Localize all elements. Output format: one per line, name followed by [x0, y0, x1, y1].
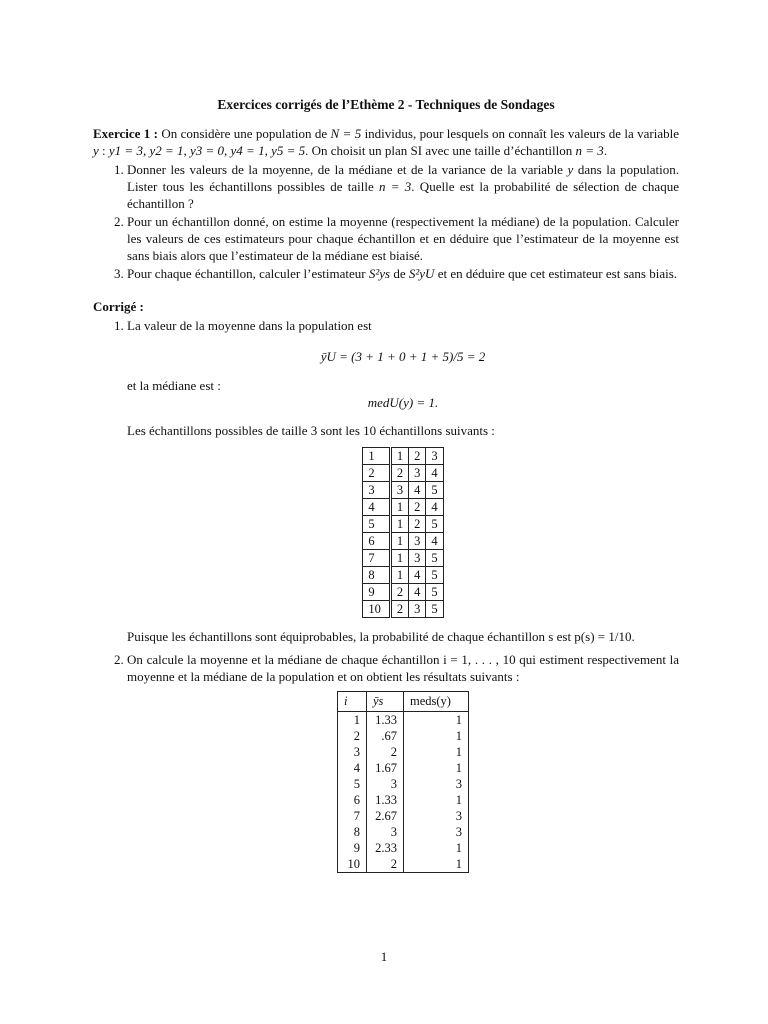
sample-unit-cell: 1	[390, 533, 408, 550]
sample-unit-cell: 1	[390, 567, 408, 584]
table-row	[338, 728, 469, 744]
column-header: ȳs	[367, 692, 404, 712]
mean-estimate-cell: 1.33	[367, 792, 404, 808]
table-row	[363, 567, 443, 584]
intro-text-5: .	[603, 143, 608, 158]
sample-unit-cell: 2	[409, 448, 426, 465]
q3-text-c: et en déduire que cet estimateur est sans biais.	[434, 266, 678, 281]
mean-estimate-cell: 2.33	[367, 840, 404, 856]
q3-text-b: de	[390, 266, 409, 281]
index-cell: 10	[338, 856, 367, 873]
intro-math-3: y1 = 3, y2 = 1, y3 = 0, y4 = 1, y5 = 5	[108, 143, 306, 158]
sample-unit-cell: 1	[390, 516, 408, 533]
sample-unit-cell: 5	[426, 550, 443, 567]
sample-unit-cell: 4	[426, 499, 443, 516]
sample-unit-cell: 2	[409, 499, 426, 516]
sample-unit-cell: 2	[390, 584, 408, 601]
intro-text-1: On considère une population de	[157, 126, 331, 141]
intro-math-1: N = 5	[330, 126, 362, 141]
sample-unit-cell: 3	[409, 533, 426, 550]
samples-table	[362, 447, 443, 618]
question-list	[93, 161, 679, 282]
sample-unit-cell: 2	[409, 516, 426, 533]
sample-unit-cell: 1	[390, 550, 408, 567]
sample-unit-cell: 5	[426, 516, 443, 533]
sample-index-cell: 6	[363, 533, 391, 550]
sample-index-cell: 3	[363, 482, 391, 499]
sample-unit-cell: 3	[409, 550, 426, 567]
column-header: i	[338, 692, 367, 712]
table-row	[338, 712, 469, 729]
sample-unit-cell: 3	[409, 465, 426, 482]
index-cell: 7	[338, 808, 367, 824]
table-row	[363, 499, 443, 516]
index-cell: 8	[338, 824, 367, 840]
sample-unit-cell: 5	[426, 567, 443, 584]
index-cell: 4	[338, 760, 367, 776]
exercise-label: Exercice 1 :	[93, 126, 158, 141]
mean-estimate-cell: 1.33	[367, 712, 404, 729]
mean-estimate-cell: .67	[367, 728, 404, 744]
exercise-intro	[93, 125, 679, 159]
median-estimate-cell: 3	[404, 824, 469, 840]
index-cell: 5	[338, 776, 367, 792]
intro-text-2: individus, pour lesquels on connaît les valeurs de la variable	[361, 126, 679, 141]
q1-math-2: n = 3	[379, 179, 412, 194]
question-1	[127, 161, 679, 212]
samples-intro: Les échantillons possibles de taille 3 sont les 10 échantillons suivants :	[127, 423, 495, 438]
median-estimate-cell: 1	[404, 856, 469, 873]
table-row	[363, 482, 443, 499]
question-2: 2. Pour un échantillon donné, on estime la moyenne (respectivement la médiane) de la population. Calculer les valeurs de ces estimateurs pour chaque échantillon et en déduire que l’estimateur de la moyenne est sans biais alors que l’estimateur de la médiane est biaisé.	[127, 213, 679, 264]
answer-2	[127, 651, 679, 873]
document-page	[93, 96, 679, 874]
sample-unit-cell: 4	[409, 584, 426, 601]
question-3	[127, 265, 679, 282]
sample-index-cell: 2	[363, 465, 391, 482]
sample-unit-cell: 2	[390, 465, 408, 482]
mean-estimate-cell: 1.67	[367, 760, 404, 776]
mean-estimate-cell: 2	[367, 744, 404, 760]
median-estimate-cell: 1	[404, 760, 469, 776]
corrige-label: Corrigé :	[93, 299, 144, 314]
sample-unit-cell: 3	[390, 482, 408, 499]
table-row	[363, 601, 443, 618]
median-estimate-cell: 1	[404, 792, 469, 808]
sample-index-cell: 1	[363, 448, 391, 465]
page-number: 1	[380, 949, 388, 964]
sample-unit-cell: 4	[426, 465, 443, 482]
column-header: meds(y)	[404, 692, 469, 712]
sample-unit-cell: 5	[426, 482, 443, 499]
sample-unit-cell: 5	[426, 584, 443, 601]
probability-text: Puisque les échantillons sont équiprobables, la probabilité de chaque échantillon s est p(s) = 1/10.	[127, 629, 635, 644]
median-intro: et la médiane est :	[127, 378, 221, 393]
estimator-intro: 2. On calcule la moyenne et la médiane de chaque échantillon i = 1, . . . , 10 qui estiment respectivement la moyenne et la médiane de la population et on obtient les résultats suivants :	[127, 652, 679, 684]
sample-unit-cell: 1	[390, 499, 408, 516]
table-row	[363, 516, 443, 533]
sample-index-cell: 9	[363, 584, 391, 601]
table-row	[363, 465, 443, 482]
intro-math-4: n = 3	[575, 143, 604, 158]
table-row	[338, 792, 469, 808]
sample-unit-cell: 1	[390, 448, 408, 465]
sample-index-cell: 5	[363, 516, 391, 533]
intro-math-2: y	[93, 143, 99, 158]
q1-text-b: dans la population. Lister tous les échantillons possibles de taille	[127, 162, 679, 194]
sample-index-cell: 10	[363, 601, 391, 618]
median-estimate-cell: 3	[404, 808, 469, 824]
sample-unit-cell: 3	[409, 601, 426, 618]
mean-intro: 1. La valeur de la moyenne dans la population est	[127, 318, 372, 333]
intro-text-3: :	[98, 143, 109, 158]
index-cell: 2	[338, 728, 367, 744]
intro-text-4: . On choisit un plan SI avec une taille d’échantillon	[305, 143, 576, 158]
table-row	[338, 824, 469, 840]
table-row	[338, 856, 469, 873]
mean-estimate-cell: 2.67	[367, 808, 404, 824]
answer-list	[93, 317, 679, 873]
sample-index-cell: 8	[363, 567, 391, 584]
median-estimate-cell: 1	[404, 728, 469, 744]
q3-text-a: Pour chaque échantillon, calculer l’estimateur	[127, 266, 369, 281]
sample-unit-cell: 4	[409, 567, 426, 584]
table-row	[363, 550, 443, 567]
table-row	[338, 776, 469, 792]
sample-index-cell: 4	[363, 499, 391, 516]
table-row	[338, 760, 469, 776]
median-estimate-cell: 1	[404, 712, 469, 729]
q1-text-c: . Quelle est la probabilité de sélection de chaque échantillon ?	[127, 179, 679, 211]
index-cell: 1	[338, 712, 367, 729]
corrige-section	[93, 298, 679, 873]
table-row	[338, 840, 469, 856]
median-estimate-cell: 1	[404, 744, 469, 760]
results-table	[337, 691, 469, 873]
q1-math: y	[567, 162, 574, 177]
median-estimate-cell: 3	[404, 776, 469, 792]
median-equation: medU(y) = 1.	[367, 395, 439, 410]
sample-unit-cell: 4	[409, 482, 426, 499]
median-estimate-cell: 1	[404, 840, 469, 856]
sample-unit-cell: 5	[426, 601, 443, 618]
table-row	[363, 448, 443, 465]
mean-equation: ȳU = (3 + 1 + 0 + 1 + 5)/5 = 2	[320, 349, 486, 364]
table-row	[363, 533, 443, 550]
mean-estimate-cell: 2	[367, 856, 404, 873]
table-row	[363, 584, 443, 601]
sample-unit-cell: 4	[426, 533, 443, 550]
q1-text-a: Donner les valeurs de la moyenne, de la médiane et de la variance de la variable	[127, 162, 568, 177]
mean-estimate-cell: 3	[367, 824, 404, 840]
index-cell: 9	[338, 840, 367, 856]
q3-math-1: S²ys	[368, 266, 391, 281]
table-row	[338, 744, 469, 760]
mean-estimate-cell: 3	[367, 776, 404, 792]
sample-unit-cell: 3	[426, 448, 443, 465]
sample-unit-cell: 2	[390, 601, 408, 618]
q3-math-2: S²yU	[408, 266, 435, 281]
answer-1	[127, 317, 679, 645]
index-cell: 3	[338, 744, 367, 760]
index-cell: 6	[338, 792, 367, 808]
page-title: Exercices corrigés de l’Ethème 2 - Techniques de Sondages	[217, 97, 555, 112]
table-row	[338, 808, 469, 824]
sample-index-cell: 7	[363, 550, 391, 567]
